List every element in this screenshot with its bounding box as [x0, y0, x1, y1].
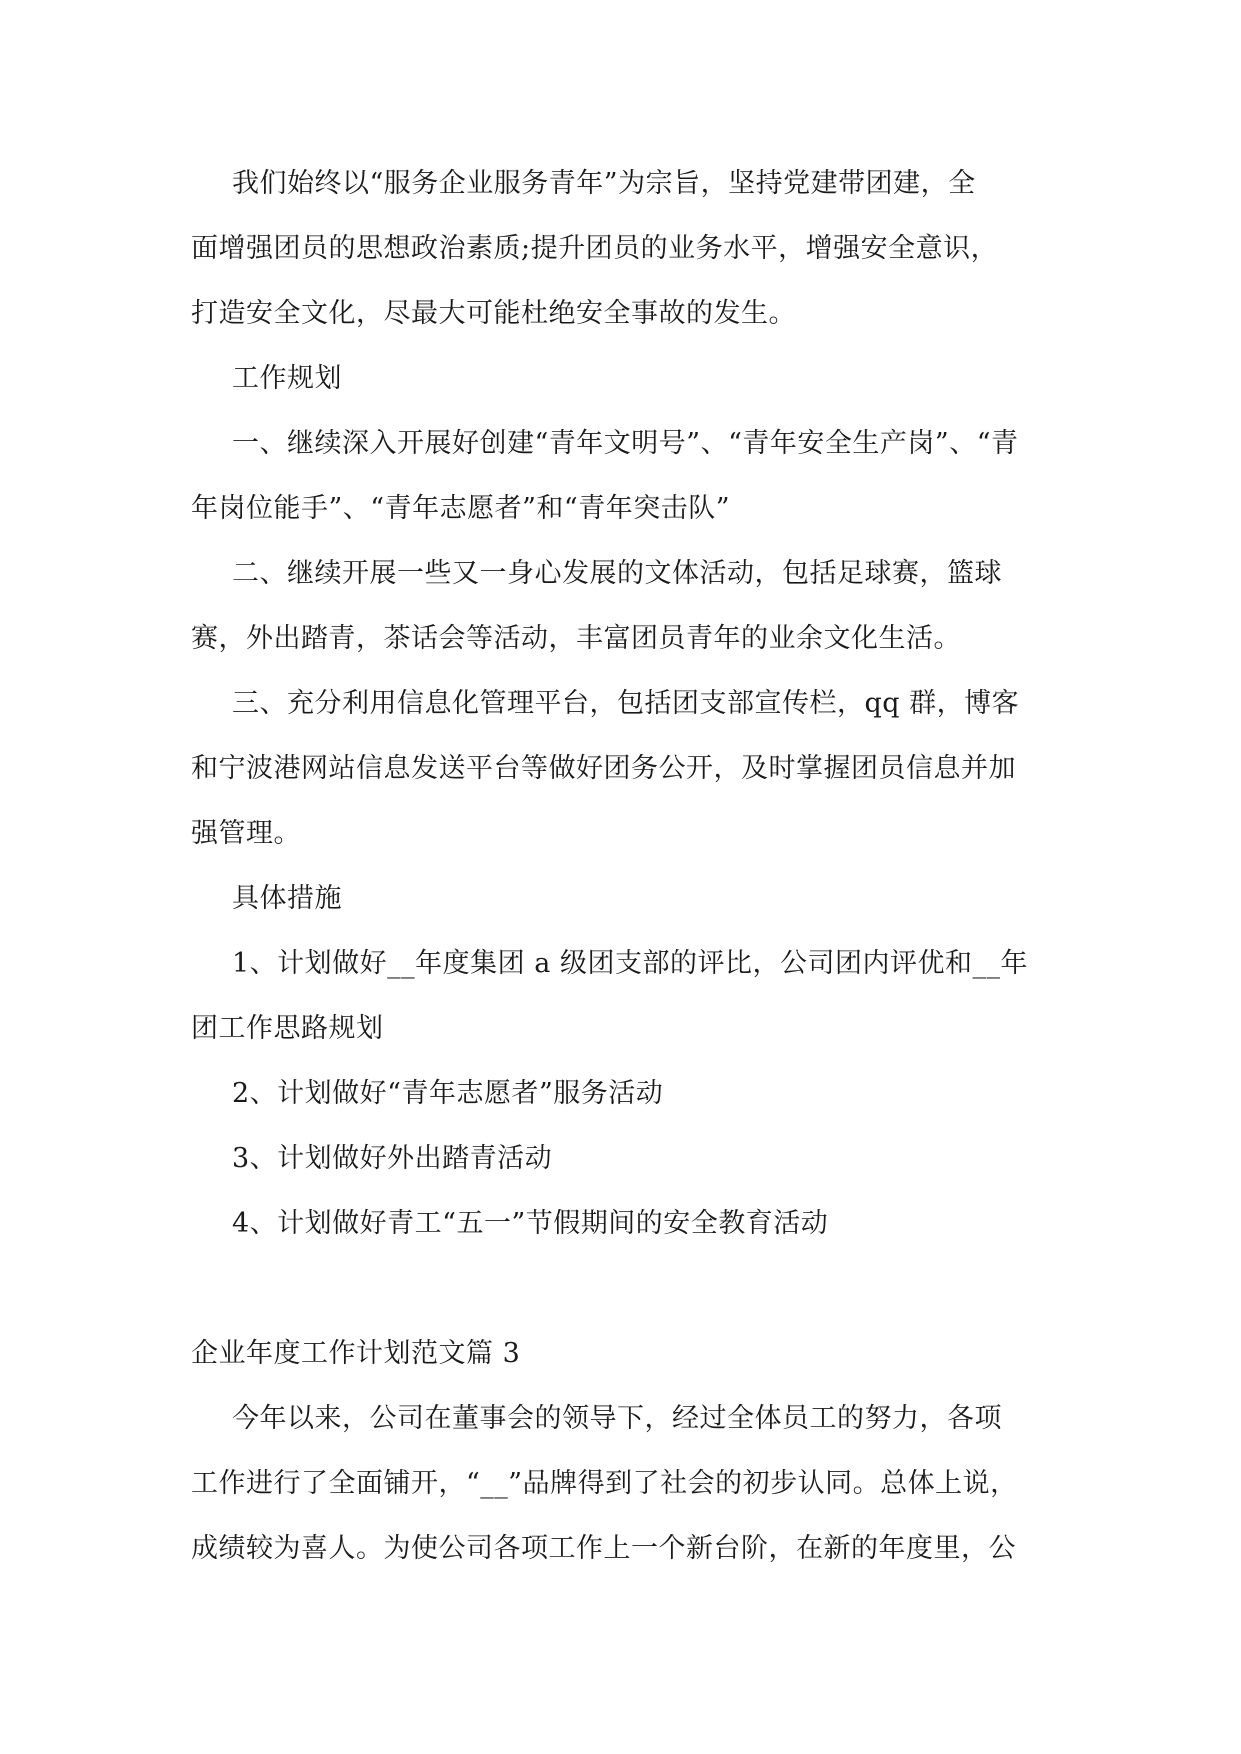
paragraph-line: 2、计划做好“青年志愿者”服务活动 — [232, 1078, 664, 1109]
paragraph-line: 今年以来，公司在董事会的领导下，经过全体员工的努力，各项 — [232, 1403, 1002, 1434]
article-title: 企业年度工作计划范文篇 3 — [191, 1338, 521, 1369]
paragraph-line: 二、继续开展一些又一身心发展的文体活动，包括足球赛，篮球 — [232, 558, 1002, 589]
paragraph-line: 工作进行了全面铺开，“__”品牌得到了社会的初步认同。总体上说， — [191, 1468, 1018, 1499]
paragraph-line: 我们始终以“服务企业服务青年”为宗旨，坚持党建带团建，全 — [232, 168, 976, 199]
paragraph-line: 打造安全文化，尽最大可能杜绝安全事故的发生。 — [191, 298, 796, 329]
paragraph-line: 强管理。 — [191, 818, 301, 849]
section-heading: 工作规划 — [232, 363, 342, 394]
paragraph-line: 三、充分利用信息化管理平台，包括团支部宣传栏，qq 群，博客 — [232, 688, 1020, 719]
paragraph-line: 团工作思路规划 — [191, 1013, 384, 1044]
section-heading: 具体措施 — [232, 883, 342, 914]
paragraph-line: 成绩较为喜人。为使公司各项工作上一个新台阶，在新的年度里，公 — [191, 1533, 1016, 1564]
paragraph-line: 4、计划做好青工“五一”节假期间的安全教育活动 — [232, 1208, 829, 1239]
paragraph-line: 一、继续深入开展好创建“青年文明号”、“青年安全生产岗”、“青 — [232, 428, 1019, 459]
paragraph-line: 面增强团员的思想政治素质;提升团员的业务水平，增强安全意识， — [191, 233, 999, 264]
paragraph-line: 1、计划做好__年度集团 a 级团支部的评比，公司团内评优和__年 — [232, 948, 1028, 979]
paragraph-line: 赛，外出踏青，茶话会等活动，丰富团员青年的业余文化生活。 — [191, 623, 961, 654]
paragraph-line: 和宁波港网站信息发送平台等做好团务公开，及时掌握团员信息并加 — [191, 753, 1016, 784]
paragraph-line: 年岗位能手”、“青年志愿者”和“青年突击队” — [191, 493, 731, 524]
paragraph-line: 3、计划做好外出踏青活动 — [232, 1143, 553, 1174]
